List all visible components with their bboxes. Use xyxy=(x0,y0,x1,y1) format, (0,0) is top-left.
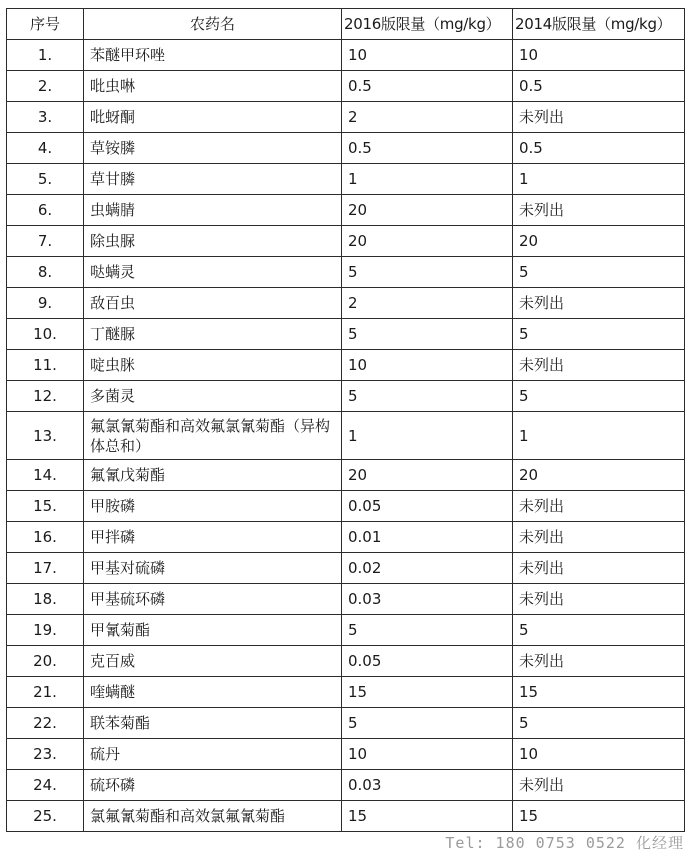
cell-limit-2014: 15 xyxy=(513,801,685,832)
table-row xyxy=(7,102,685,133)
cell-pesticide-name: 硫丹 xyxy=(84,739,342,770)
cell-pesticide-name: 甲拌磷 xyxy=(84,522,342,553)
cell-serial: 18. xyxy=(7,584,84,615)
cell-limit-2016: 5 xyxy=(342,615,513,646)
cell-limit-2016: 0.5 xyxy=(342,71,513,102)
table-row xyxy=(7,801,685,832)
table-row xyxy=(7,460,685,491)
cell-limit-2016: 0.01 xyxy=(342,522,513,553)
cell-limit-2016: 1 xyxy=(342,412,513,460)
cell-pesticide-name: 吡虫啉 xyxy=(84,71,342,102)
cell-serial: 21. xyxy=(7,677,84,708)
cell-serial: 5. xyxy=(7,164,84,195)
cell-pesticide-name: 吡蚜酮 xyxy=(84,102,342,133)
cell-limit-2016: 2 xyxy=(342,102,513,133)
table-row xyxy=(7,164,685,195)
cell-serial: 23. xyxy=(7,739,84,770)
cell-pesticide-name: 甲氰菊酯 xyxy=(84,615,342,646)
cell-limit-2016: 10 xyxy=(342,350,513,381)
table-row xyxy=(7,195,685,226)
cell-serial: 13. xyxy=(7,412,84,460)
cell-limit-2014: 0.5 xyxy=(513,71,685,102)
cell-pesticide-name: 硫环磷 xyxy=(84,770,342,801)
header-pesticide-name: 农药名 xyxy=(84,9,342,40)
cell-limit-2014: 未列出 xyxy=(513,584,685,615)
cell-serial: 9. xyxy=(7,288,84,319)
cell-limit-2016: 10 xyxy=(342,40,513,71)
table-row xyxy=(7,288,685,319)
table-row xyxy=(7,226,685,257)
table-row xyxy=(7,381,685,412)
cell-limit-2016: 5 xyxy=(342,708,513,739)
cell-limit-2016: 20 xyxy=(342,226,513,257)
cell-pesticide-name: 氟氰戊菊酯 xyxy=(84,460,342,491)
cell-limit-2016: 5 xyxy=(342,257,513,288)
cell-limit-2014: 5 xyxy=(513,708,685,739)
cell-limit-2016: 0.05 xyxy=(342,646,513,677)
table-row xyxy=(7,584,685,615)
cell-serial: 24. xyxy=(7,770,84,801)
cell-limit-2016: 15 xyxy=(342,677,513,708)
cell-limit-2014: 未列出 xyxy=(513,491,685,522)
cell-limit-2014: 未列出 xyxy=(513,195,685,226)
cell-pesticide-name: 甲胺磷 xyxy=(84,491,342,522)
cell-limit-2014: 1 xyxy=(513,412,685,460)
table-row xyxy=(7,739,685,770)
cell-limit-2014: 5 xyxy=(513,257,685,288)
cell-limit-2014: 0.5 xyxy=(513,133,685,164)
cell-pesticide-name: 除虫脲 xyxy=(84,226,342,257)
cell-pesticide-name: 哒螨灵 xyxy=(84,257,342,288)
cell-limit-2016: 0.02 xyxy=(342,553,513,584)
cell-limit-2016: 2 xyxy=(342,288,513,319)
cell-limit-2014: 未列出 xyxy=(513,770,685,801)
cell-serial: 2. xyxy=(7,71,84,102)
cell-limit-2014: 15 xyxy=(513,677,685,708)
cell-limit-2016: 20 xyxy=(342,460,513,491)
cell-limit-2016: 20 xyxy=(342,195,513,226)
cell-limit-2014: 未列出 xyxy=(513,553,685,584)
cell-serial: 6. xyxy=(7,195,84,226)
cell-limit-2014: 10 xyxy=(513,739,685,770)
cell-serial: 22. xyxy=(7,708,84,739)
table-row xyxy=(7,350,685,381)
cell-pesticide-name: 啶虫脒 xyxy=(84,350,342,381)
cell-serial: 15. xyxy=(7,491,84,522)
cell-limit-2016: 0.05 xyxy=(342,491,513,522)
cell-limit-2016: 5 xyxy=(342,381,513,412)
cell-pesticide-name: 喹螨醚 xyxy=(84,677,342,708)
cell-limit-2014: 未列出 xyxy=(513,350,685,381)
cell-serial: 19. xyxy=(7,615,84,646)
cell-serial: 4. xyxy=(7,133,84,164)
cell-pesticide-name: 苯醚甲环唑 xyxy=(84,40,342,71)
cell-limit-2016: 0.03 xyxy=(342,584,513,615)
table-row xyxy=(7,133,685,164)
table-row xyxy=(7,646,685,677)
cell-serial: 17. xyxy=(7,553,84,584)
table-row xyxy=(7,491,685,522)
cell-serial: 7. xyxy=(7,226,84,257)
cell-limit-2014: 5 xyxy=(513,381,685,412)
table-row xyxy=(7,553,685,584)
table-header-row xyxy=(7,9,685,40)
table-row xyxy=(7,677,685,708)
cell-serial: 12. xyxy=(7,381,84,412)
table-body xyxy=(7,40,685,832)
cell-limit-2016: 0.5 xyxy=(342,133,513,164)
table-row xyxy=(7,71,685,102)
cell-pesticide-name: 氯氟氰菊酯和高效氯氟氰菊酯 xyxy=(84,801,342,832)
table-row xyxy=(7,40,685,71)
cell-pesticide-name: 甲基硫环磷 xyxy=(84,584,342,615)
cell-limit-2014: 未列出 xyxy=(513,288,685,319)
watermark-phone: Tel: 180 0753 0522 化经理 xyxy=(445,834,684,852)
cell-limit-2014: 20 xyxy=(513,226,685,257)
cell-limit-2014: 10 xyxy=(513,40,685,71)
table-row xyxy=(7,708,685,739)
cell-pesticide-name: 草铵膦 xyxy=(84,133,342,164)
table-row xyxy=(7,319,685,350)
table-row xyxy=(7,412,685,460)
cell-limit-2016: 0.03 xyxy=(342,770,513,801)
cell-serial: 3. xyxy=(7,102,84,133)
cell-limit-2016: 1 xyxy=(342,164,513,195)
cell-limit-2014: 20 xyxy=(513,460,685,491)
cell-pesticide-name: 多菌灵 xyxy=(84,381,342,412)
cell-limit-2016: 10 xyxy=(342,739,513,770)
cell-pesticide-name: 虫螨腈 xyxy=(84,195,342,226)
cell-limit-2014: 未列出 xyxy=(513,102,685,133)
cell-limit-2014: 未列出 xyxy=(513,522,685,553)
cell-serial: 25. xyxy=(7,801,84,832)
header-serial: 序号 xyxy=(7,9,84,40)
cell-pesticide-name: 草甘膦 xyxy=(84,164,342,195)
table-row xyxy=(7,770,685,801)
header-limit-2014: 2014版限量（mg/kg） xyxy=(513,9,685,40)
cell-pesticide-name: 联苯菊酯 xyxy=(84,708,342,739)
cell-pesticide-name: 敌百虫 xyxy=(84,288,342,319)
cell-limit-2016: 5 xyxy=(342,319,513,350)
cell-limit-2014: 未列出 xyxy=(513,646,685,677)
cell-limit-2014: 5 xyxy=(513,319,685,350)
cell-limit-2014: 1 xyxy=(513,164,685,195)
cell-pesticide-name: 丁醚脲 xyxy=(84,319,342,350)
cell-pesticide-name: 甲基对硫磷 xyxy=(84,553,342,584)
cell-serial: 8. xyxy=(7,257,84,288)
cell-pesticide-name: 氟氯氰菊酯和高效氟氯氰菊酯（异构体总和） xyxy=(84,412,342,460)
table-row xyxy=(7,257,685,288)
table-row xyxy=(7,615,685,646)
cell-serial: 20. xyxy=(7,646,84,677)
cell-serial: 14. xyxy=(7,460,84,491)
table-row xyxy=(7,522,685,553)
cell-serial: 1. xyxy=(7,40,84,71)
cell-serial: 10. xyxy=(7,319,84,350)
cell-serial: 11. xyxy=(7,350,84,381)
cell-serial: 16. xyxy=(7,522,84,553)
cell-limit-2016: 15 xyxy=(342,801,513,832)
cell-pesticide-name: 克百威 xyxy=(84,646,342,677)
pesticide-limit-table xyxy=(6,8,685,832)
cell-limit-2014: 5 xyxy=(513,615,685,646)
header-limit-2016: 2016版限量（mg/kg） xyxy=(342,9,513,40)
